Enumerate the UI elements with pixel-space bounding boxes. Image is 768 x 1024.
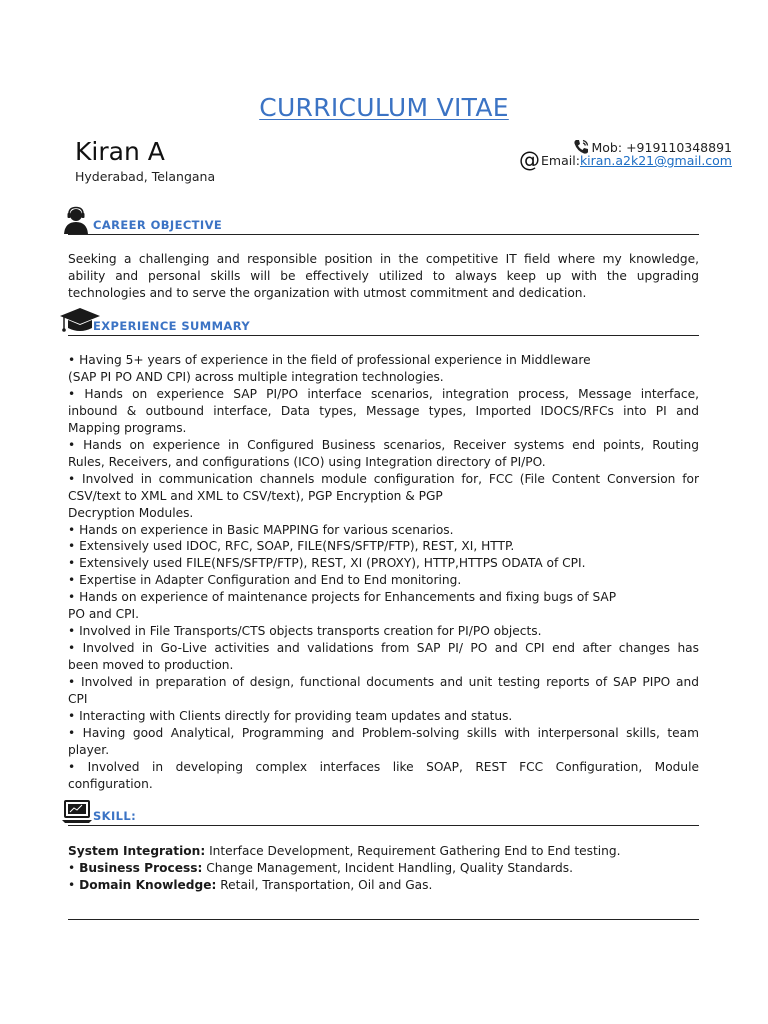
experience-line: Rules, Receivers, and configurations (ICO) using Integration directory of PI/PO.	[68, 454, 546, 469]
experience-line: configuration.	[68, 776, 153, 791]
experience-line: Mapping programs.	[68, 420, 187, 435]
at-icon: @	[519, 148, 541, 172]
candidate-name: Kiran A	[75, 137, 165, 166]
skill-item-text: Retail, Transportation, Oil and Gas.	[216, 878, 433, 892]
experience-line: • Having good Analytical, Programming and Problem-solving skills with interpersonal skills, team	[68, 725, 699, 740]
experience-line: • Involved in communication channels module configuration for, FCC (File Content Conversion for	[68, 471, 699, 486]
career-line: Seeking a challenging and responsible position in the competitive IT field where my knowledge,	[68, 252, 699, 266]
experience-line: • Having 5+ years of experience in the field of professional experience in Middleware	[68, 353, 591, 367]
skill-list	[68, 843, 699, 894]
experience-line: • Hands on experience in Basic MAPPING for various scenarios.	[68, 522, 454, 537]
career-objective-text	[68, 251, 699, 302]
skill-item-text: Interface Development, Requirement Gathering End to End testing.	[205, 844, 621, 858]
mobile-number: +919110348891	[626, 139, 732, 155]
email-label: Email:	[541, 153, 580, 168]
experience-line: player.	[68, 742, 110, 757]
bottom-divider	[68, 919, 699, 920]
experience-list	[68, 352, 699, 793]
skill-item-text: Change Management, Incident Handling, Quality Standards.	[202, 861, 573, 875]
experience-line: PO and CPI.	[68, 607, 139, 622]
experience-line: • Hands on experience of maintenance projects for Enhancements and fixing bugs of SAP	[68, 590, 617, 605]
career-line: technologies and to serve the organization with utmost commitment and dedication.	[68, 286, 587, 300]
document-title: CURRICULUM VITAE	[259, 93, 509, 122]
experience-line: • Involved in developing complex interfaces like SOAP, REST FCC Configuration, Module	[68, 759, 699, 774]
skill-item-label: Business Process:	[79, 861, 203, 875]
experience-line: • Extensively used FILE(NFS/SFTP/FTP), REST, XI (PROXY), HTTP,HTTPS ODATA of CPI.	[68, 556, 586, 571]
experience-line: • Hands on experience SAP PI/PO interface scenarios, integration process, Message interface,	[68, 386, 699, 401]
experience-line: • Extensively used IDOC, RFC, SOAP, FILE(NFS/SFTP/FTP), REST, XI, HTTP.	[68, 539, 515, 554]
candidate-location: Hyderabad, Telangana	[75, 169, 216, 184]
skill-label: SKILL:	[93, 809, 137, 823]
experience-line: CPI	[68, 692, 88, 707]
experience-line: inbound & outbound interface, Data types, Message types, Imported IDOCS/RFCs into PI and	[68, 403, 699, 418]
skill-bullet: •	[68, 878, 80, 892]
experience-summary-label: EXPERIENCE SUMMARY	[93, 319, 251, 333]
experience-line: • Hands on experience in Configured Business scenarios, Receiver systems end points, Routing	[68, 437, 699, 452]
email-link[interactable]: kiran.a2k21@gmail.com	[579, 153, 732, 168]
experience-line: • Involved in File Transports/CTS objects transports creation for PI/PO objects.	[68, 624, 542, 639]
experience-line: • Expertise in Adapter Configuration and End to End monitoring.	[68, 573, 462, 588]
experience-summary-heading	[68, 310, 699, 336]
skill-heading	[68, 800, 699, 826]
experience-line: • Interacting with Clients directly for providing team updates and status.	[68, 709, 513, 724]
experience-line: been moved to production.	[68, 658, 234, 673]
skill-item-label: System Integration:	[68, 844, 206, 858]
experience-line: • Involved in Go-Live activities and validations from SAP PI/ PO and CPI end after changes has	[68, 641, 699, 656]
experience-line: • Involved in preparation of design, functional documents and unit testing reports of SAP PIPO and	[68, 675, 699, 690]
person-headset-icon	[62, 206, 90, 234]
skill-item	[68, 843, 699, 860]
email-contact	[519, 150, 732, 171]
experience-line: (SAP PI PO AND CPI) across multiple integration technologies.	[68, 369, 444, 384]
laptop-icon	[62, 799, 92, 825]
mobile-label: Mob:	[591, 139, 623, 155]
career-line: ability and personal skills will be effectively utilized to always keep up with the upgrading	[68, 269, 699, 283]
skill-item	[68, 877, 699, 894]
experience-line: Decryption Modules.	[68, 505, 194, 520]
career-objective-heading	[68, 209, 699, 235]
skill-item	[68, 860, 699, 877]
skill-item-label: Domain Knowledge:	[79, 878, 217, 892]
skill-bullet: •	[68, 861, 80, 875]
career-objective-label: CAREER OBJECTIVE	[93, 218, 223, 232]
experience-line: CSV/text to XML and XML to CSV/text), PGP Encryption & PGP	[68, 488, 443, 503]
